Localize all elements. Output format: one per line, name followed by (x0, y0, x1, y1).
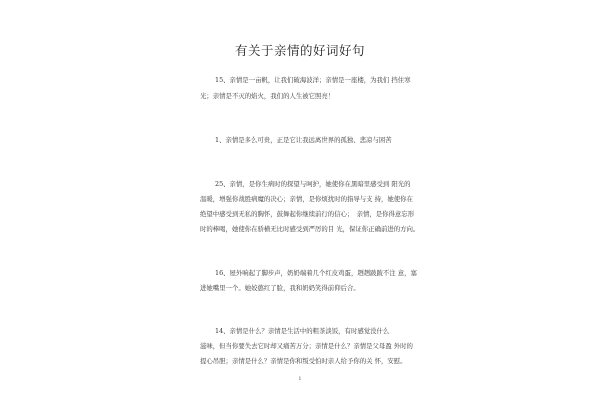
paragraph-line: 光；亲情是不灭的焰火，我们的人生被它照亮！ (200, 92, 335, 100)
paragraph-line: 1、亲情是多么可贵，正是它让我远离世界的孤独、悲凉与困苦 (215, 136, 392, 144)
paragraph-line: 提心吊胆；亲情是什么？亲情是你和叛受怕时亲人给予你的关 怀，安慰。 (200, 357, 407, 365)
page-number: 1 (298, 376, 302, 382)
paragraph-line: 进她嘴里一个。她姣憨红了脸，我和奶奶笑得前仰后合。 (200, 284, 360, 292)
paragraph-line: 绝望中感受到无私的胸怀，鼓舞起你继续前行的信心； 亲情，是你得意忘形 (200, 210, 415, 218)
paragraph-line: 温暖，增强你战胜病魔的决心；亲情，是你烦扰时的指导与支 持，她使你在 (200, 195, 413, 203)
paragraph-line: 15、亲情是一亩帆，让我们破海波洋；亲情是一座楼，为我们 挡住寒 (215, 76, 411, 84)
document-title: 有关于亲情的好词好句 (234, 43, 365, 58)
paragraph-line: 25、亲情，是你生病时的探望与呵护，她使你在黑暗里感受到 阳光的 (215, 180, 411, 188)
paragraph-line: 滋味，但当你要失去它时却又痛苦万分；亲情是什么？亲情是父母盈 外时的 (200, 342, 413, 350)
paragraph-line: 14、亲情是什么？亲情是生活中的粗茶淡饭，有时感觉没什么 (215, 327, 390, 335)
paragraph-line: 时的棒喝，她使你在骄横无比时感受到严厉的目 光，保证你正确前进的方向。 (200, 225, 420, 233)
paragraph-line: 16、屋外响起了脚步声，奶奶端着几个红皮鸡蛋，趔趔跛跛不注 意，塞 (215, 269, 417, 277)
